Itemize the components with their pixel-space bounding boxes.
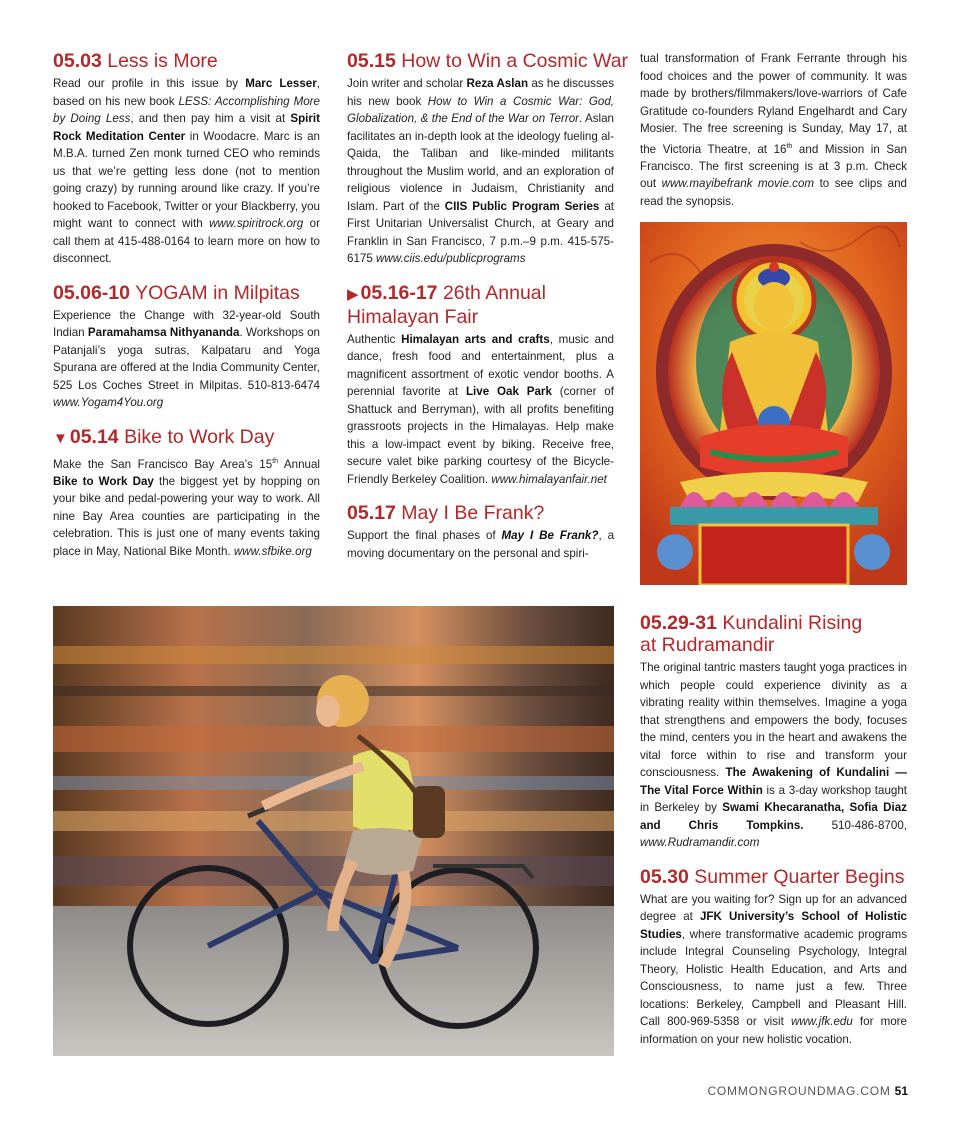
event-name: Summer Quarter Begins (694, 865, 905, 888)
event-date: 05.14 (69, 425, 119, 448)
event-less-is-more (53, 50, 320, 268)
column-3-continuation (640, 50, 907, 210)
event-cosmic-war (347, 50, 629, 268)
page-footer (707, 1084, 908, 1098)
event-date: 05.16-17 (360, 281, 438, 304)
event-title (53, 50, 320, 72)
event-description: Support the final phases of May I Be Frank?, a moving documentary on the personal and spiri- (347, 529, 615, 560)
event-description: Experience the Change with 32-year-old South Indian Paramahamsa Nithyananda. Workshops on Patanjali’s yoga sutras, Kalpataru and Yoga Spurana are offered at the India Community Center, 525 Los Coches Street in Milpitas. 510-813-6474 www.Yogam4You.org (53, 308, 320, 409)
event-date: 05.15 (347, 50, 396, 72)
event-title (347, 502, 614, 524)
event-name: May I Be Frank? (401, 502, 545, 524)
event-description-continued: tual transformation of Frank Ferrante through his food choices and the power of community. It was made by brothers/filmmakers/love-warriors of Cafe Gratitude co-founders Ryland Engelhardt and Cary Mosier. The free screening is Sunday, May 17, at the Victoria Theatre, at 16th and Mission in San Francisco. The first screening is at 3 p.m. Check out www.mayibefrank movie.com to see clips and read the synopsis. (640, 52, 908, 208)
event-description: Authentic Himalayan arts and crafts, music and dance, fresh food and entertainment, plus a magnificent assortment of exotic vendor booths. A perennial favorite at Live Oak Park (corner of Shattuck and Berryman), with all profits benefiting grassroots projects in the Himalayas. Help make this a low-impact event by biking. Receive free, secure valet bike parking courtesy of the Bicycle-Friendly Berkeley Coalition. www.himalayanfair.net (347, 332, 615, 486)
event-title (53, 282, 320, 304)
event-bike-to-work (53, 426, 320, 561)
page-number: 51 (894, 1084, 908, 1098)
event-name: How to Win a Cosmic War (401, 50, 629, 72)
event-summer-quarter (640, 866, 907, 1049)
event-may-i-be-frank (347, 502, 614, 562)
event-date: 05.17 (347, 502, 396, 524)
event-name: YOGAM in Milpitas (135, 281, 300, 304)
event-title (640, 866, 907, 888)
event-title (640, 612, 907, 656)
right-triangle-icon: ▶ (347, 285, 359, 303)
event-name: Kundalini Rising (722, 612, 863, 634)
event-title (53, 426, 320, 450)
event-name-line2: at Rudramandir (640, 634, 775, 656)
column-1 (53, 50, 320, 574)
column-3-lower (640, 612, 907, 1062)
event-description: Read our profile in this issue by Marc Lesser, based on his new book LESS: Accomplishing More by Doing Less, and then pay him a visit at Spirit Rock Meditation Center in Woodacre. Marc is an M.B.A. turned Zen monk turned CEO who reminds us that we’re getting less done (not to mention going crazy) by running around like crazy. If you’re hooked to Facebook, Twitter or your Blackberry, you might want to connect with www.spiritrock.org or call them at 415-488-0164 to learn more on how to disconnect. (53, 77, 321, 265)
event-himalayan-fair (347, 282, 614, 489)
event-description: Make the San Francisco Bay Area’s 15th Annual Bike to Work Day the biggest yet by hopping on your bike and pedal-powering your way to work. All nine Bay Area counties are participating in the celebration. This is just one of many events taking place in May, National Bike Month. www.sfbike.org (53, 457, 321, 558)
event-name: Bike to Work Day (124, 425, 275, 448)
event-yogam (53, 282, 320, 412)
cyclist-photo-image (53, 606, 614, 1056)
buddha-painting-image (640, 222, 907, 585)
event-date: 05.29-31 (640, 612, 717, 634)
event-name: Less is More (107, 50, 218, 72)
event-date: 05.30 (640, 865, 689, 888)
event-name: 26th Annual (442, 281, 546, 304)
event-kundalini (640, 612, 907, 852)
event-name-line2: Himalayan Fair (347, 305, 479, 328)
column-2 (347, 50, 629, 576)
event-description: Join writer and scholar Reza Aslan as he discusses his new book How to Win a Cosmic War: God, Globalization, & the End of the War on Terror. Aslan facilitates an in-depth look at the ideology fueling al-Qaida, the Taliban and like-minded militants throughout the Muslim world, and an exploration of religious violence in Judaism, Christianity and Islam. Part of the CIIS Public Program Series at First Unitarian Universalist Church, at Geary and Franklin in San Francisco, 7 p.m.–9 p.m. 415-575-6175 www.ciis.edu/publicprograms (347, 77, 614, 265)
event-date: 05.03 (53, 50, 102, 72)
event-title (347, 50, 629, 72)
event-description: The original tantric masters taught yoga practices in which people could experience divinity as a vibrating reality within themselves. Imagine a yoga that strengthens and empowers the body, focuses the mind, centers you in the heart and awakens the vital force within to rise and transform your consciousness. The Awakening of Kundalini — The Vital Force Within is a 3-day workshop taught in Berkeley by Swami Khecaranatha, Sofia Diaz and Chris Tompkins. 510-486-8700, www.Rudramandir.com (640, 661, 908, 849)
footer-site: COMMONGROUNDMAG.COM (707, 1084, 891, 1098)
event-date: 05.06-10 (53, 281, 130, 304)
event-title (347, 282, 614, 328)
event-description: What are you waiting for? Sign up for an advanced degree at JFK University’s School of Holistic Studies, where transformative academic programs include Integral Counseling Psychology, Integral Theory, Holistic Health Education, and Arts and Consciousness, to name just a few. Three locations: Berkeley, Campbell and Pleasant Hill. Call 800-969-5358 or visit www.jfk.edu for more information on your new holistic vocation. (640, 892, 907, 1046)
down-triangle-icon: ▼ (53, 429, 68, 447)
